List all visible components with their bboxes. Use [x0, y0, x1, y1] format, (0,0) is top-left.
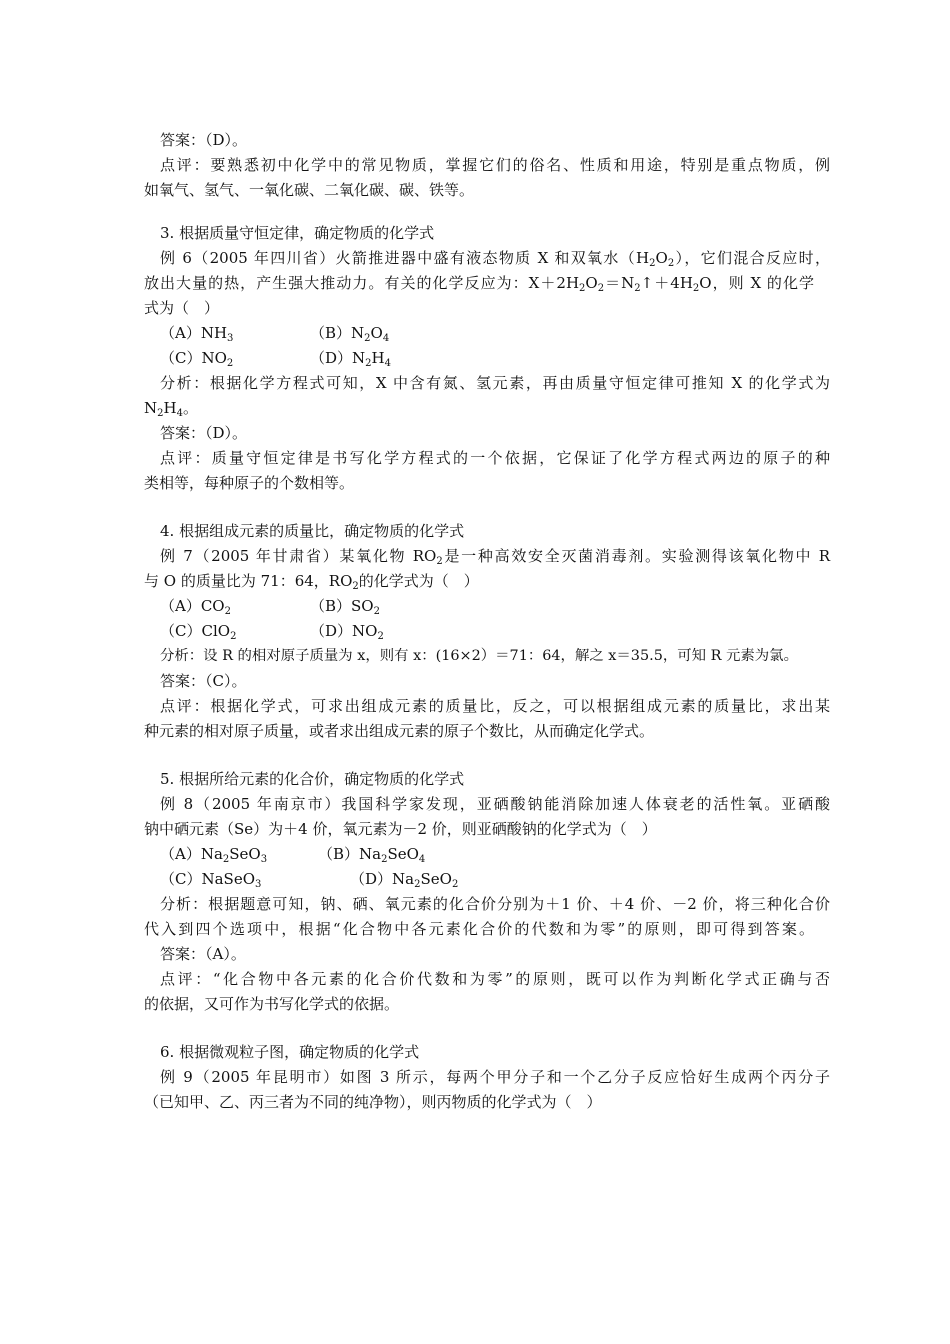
comment-line: 点评：根据化学式，可求出组成元素的质量比，反之，可以根据组成元素的质量比，求出某 — [160, 697, 830, 715]
options-line — [160, 346, 830, 371]
options-line — [160, 321, 830, 346]
option-a: $(A)Na_2SeO_3$ — [160, 845, 268, 865]
analysis-line: 分析：根据题意可知，钠、硒、氧元素的化合价分别为＋1 价、＋4 价、－2 价，将三种化合价 — [160, 895, 830, 913]
example-line: 钠中硒元素（Se）为＋4 价，氧元素为－2 价，则亚硒酸钠的化学式为（ ） — [144, 820, 657, 838]
example-line: 例 8（2005 年南京市）我国科学家发现，亚硒酸钠能消除加速人体衰老的活性氧。亚硒酸 — [160, 795, 830, 813]
example-line: 例 9（2005 年昆明市）如图 3 所示，每两个甲分子和一个乙分子反应恰好生成两个丙分子 — [160, 1068, 830, 1086]
analysis-line: 代入到四个选项中，根据“化合物中各元素化合价的代数和为零”的原则，即可得到答案。 — [144, 920, 814, 938]
answer-line: 答案：（D）。 — [160, 424, 248, 442]
answer-line: 答案：（A）。 — [160, 945, 246, 963]
section-title: 3. 根据质量守恒定律，确定物质的化学式 — [160, 224, 435, 242]
example-line: （已知甲、乙、丙三者为不同的纯净物），则丙物质的化学式为（ ） — [144, 1093, 602, 1111]
example-line: 例 7（2005 年甘肃省）某氧化物 $RO_2$是一种高效安全灭菌消毒剂。实验测得该氧化物中 R — [160, 547, 830, 567]
example-line: 放出大量的热，产生强大推动力。有关的化学反应为：$X+2H_2O_2=N_2↑+4H_2O$，则 X 的化学 — [144, 274, 814, 294]
section-title: 5. 根据所给元素的化合价，确定物质的化学式 — [160, 770, 465, 788]
section-title: 6. 根据微观粒子图，确定物质的化学式 — [160, 1043, 420, 1061]
section-title: 4. 根据组成元素的质量比，确定物质的化学式 — [160, 522, 465, 540]
answer-line: 答案：（D）。 — [160, 131, 248, 149]
comment-line: 的依据，又可作为书写化学式的依据。 — [144, 995, 400, 1013]
option-b: $(B)SO_2$ — [310, 597, 380, 617]
option-d: $(D)NO_2$ — [310, 622, 384, 642]
option-d: $(D)Na_2SeO_2$ — [350, 870, 459, 890]
comment-line: 类相等，每种原子的个数相等。 — [144, 474, 355, 492]
option-d: $(D)N_2H_4$ — [310, 349, 391, 369]
example-line: 式为（ ） — [144, 299, 220, 317]
analysis-line: 分析：设 R 的相对原子质量为 x，则有 x：(16×2）＝71：64，解之 x＝35.5，可知 R 元素为氯。 — [160, 648, 798, 664]
example-line: 例 6（2005 年四川省）火箭推进器中盛有液态物质 X 和双氧水$(H_2O_2)$，它们混合反应时， — [160, 249, 830, 269]
comment-line: 种元素的相对原子质量，或者求出组成元素的原子个数比，从而确定化学式。 — [144, 722, 655, 740]
option-b: $(B)Na_2SeO_4$ — [318, 845, 426, 865]
options-line — [160, 594, 830, 619]
comment-line: 点评：要熟悉初中化学中的常见物质，掌握它们的俗名、性质和用途，特别是重点物质，例 — [160, 156, 830, 174]
analysis-line: $N_2H_4$。 — [144, 399, 198, 419]
option-c: $(C)NO_2$ — [160, 349, 234, 369]
option-c: （C）NaSeO$_3$ — [160, 870, 262, 890]
options-line — [160, 842, 830, 867]
analysis-line: 分析：根据化学方程式可知，X 中含有氮、氢元素，再由质量守恒定律可推知 X 的化学式为 — [160, 374, 830, 392]
comment-line: 如氧气、氢气、一氧化碳、二氧化碳、碳、铁等。 — [144, 181, 475, 199]
option-b: $(B)N_2O_4$ — [310, 324, 390, 344]
example-line: 与 O 的质量比为 71：64，$RO_2$的化学式为（ ） — [144, 572, 479, 592]
answer-line: 答案：（C）。 — [160, 672, 247, 690]
comment-line: 点评：质量守恒定律是书写化学方程式的一个依据，它保证了化学方程式两边的原子的种 — [160, 449, 830, 467]
options-line — [160, 867, 830, 892]
option-a: $(A)CO_2$ — [160, 597, 231, 617]
option-a: $(A)NH_3$ — [160, 324, 234, 344]
comment-line: 点评：“化合物中各元素的化合价代数和为零”的原则，既可以作为判断化学式正确与否 — [160, 970, 830, 988]
option-c: （C）ClO$_2$ — [160, 622, 237, 642]
options-line — [160, 619, 830, 644]
